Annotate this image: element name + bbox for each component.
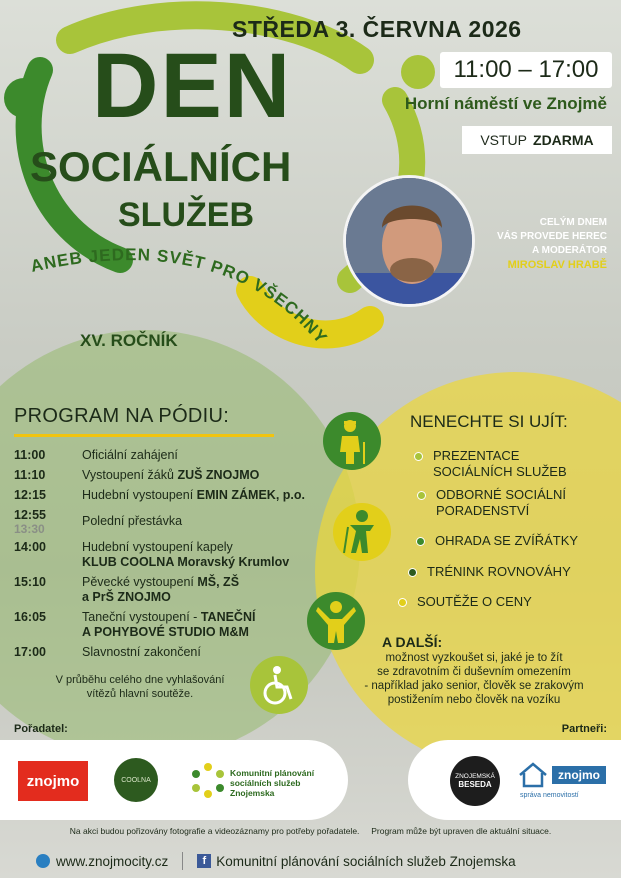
program-row: 11:10 Vystoupení žáků ZUŠ ZNOJMO (14, 468, 260, 482)
host-line3: A MODERÁTOR (532, 245, 607, 256)
blind-person-icon (333, 503, 391, 561)
entry-value: ZDARMA (533, 132, 594, 148)
program-list (14, 448, 344, 665)
footer-separator (182, 852, 183, 870)
more-title: A DALŠÍ: (382, 634, 443, 650)
program-row: 11:00 Oficiální zahájení (14, 448, 178, 462)
facebook-icon: f (197, 854, 211, 868)
more-text: možnost vyzkoušet si, jaké je to žít se zdravotním či duševním omezením - například jako senior, člověk se zrakovým postižením nebo člověk na vozíku (364, 652, 584, 706)
kps-logo-icon[interactable] (190, 762, 226, 798)
enjoy-title: NENECHTE SI UJÍT: (410, 412, 568, 431)
coolna-logo[interactable]: COOLNA (114, 758, 158, 802)
subtitle-arc (22, 232, 352, 392)
svg-text:ANEB JEDEN SVĚT PRO VŠECHNY (29, 245, 331, 348)
title-den: DEN (92, 35, 293, 137)
host-portrait (343, 175, 475, 307)
program-row: 16:05 Taneční vystoupení - TANEČNÍ A POHYBOVÉ STUDIO M&M (14, 610, 256, 639)
footer-web-link[interactable]: www.znojmocity.cz (56, 853, 169, 869)
disclaimer: Na akci budou pořizovány fotografie a videozáznamy pro potřeby pořadatele. Program může být upraven dle aktuální situace. (69, 826, 552, 836)
program-row: 14:00 Hudební vystoupení kapely KLUB COOLNA Moravský Krumlov (14, 540, 290, 569)
host-name: MIROSLAV HRABĚ (507, 259, 607, 271)
title-socialnich: SOCIÁLNÍCH (30, 143, 292, 190)
event-time: 11:00 – 17:00 (440, 52, 612, 88)
globe-icon (36, 854, 50, 868)
wheelchair-icon (250, 656, 308, 714)
entry-badge (462, 126, 612, 154)
program-underline (14, 434, 274, 437)
senior-icon (323, 412, 381, 470)
title-sluzeb: SLUŽEB (118, 196, 254, 234)
subtitle-text: ANEB JEDEN SVĚT PRO VŠECHNY (28, 245, 332, 348)
program-note: V průběhu celého dne vyhlašování vítězů hlavní soutěže. (55, 674, 225, 700)
sprava-logo-sub: správa nemovitostí (520, 792, 579, 799)
kps-logo-text: Komunitní plánování sociálních služeb Znojemska (230, 768, 315, 798)
organizer-label: Pořadatel: (14, 723, 68, 735)
bullet-dot (408, 568, 417, 577)
bullet-dot (417, 491, 426, 500)
program-row: 17:00 Slavnostní zakončení (14, 645, 201, 659)
beseda-logo[interactable]: ZNOJEMSKÁ BESEDA (450, 756, 500, 806)
program-row: 15:10 Pěvecké vystoupení MŠ, ZŠ a PrŠ ZNOJMO (14, 575, 240, 604)
host-info (497, 216, 607, 272)
host-line1: CELÝM DNEM (539, 217, 607, 228)
sprava-nemovitosti-logo[interactable] (518, 762, 606, 788)
person-arms-up-icon (307, 592, 365, 650)
event-date: STŘEDA 3. ČERVNA 2026 (232, 16, 522, 42)
program-title: PROGRAM NA PÓDIU: (14, 405, 230, 427)
footer-fb-link[interactable]: Komunitní plánování sociálních služeb Znojemska (216, 853, 516, 869)
bullet-dot (398, 598, 407, 607)
bullet-dot (416, 537, 425, 546)
sprava-logo-name: znojmo (552, 766, 606, 784)
enjoy-item: ODBORNÉ SOCIÁLNÍ PORADENSTVÍ (417, 487, 566, 519)
entry-label: VSTUP (480, 132, 528, 148)
event-place: Horní náměstí ve Znojmě (404, 94, 607, 113)
program-row: 12:55 13:30 Polední přestávka (14, 508, 183, 536)
enjoy-item: SOUTĚŽE O CENY (398, 594, 532, 610)
edition: XV. ROČNÍK (80, 331, 178, 350)
enjoy-item: TRÉNINK ROVNOVÁHY (408, 564, 571, 580)
enjoy-item: PREZENTACE SOCIÁLNÍCH SLUŽEB (414, 448, 567, 480)
host-line2: VÁS PROVEDE HEREC (496, 231, 607, 242)
footer (0, 844, 621, 878)
bullet-dot (414, 452, 423, 461)
program-row: 12:15 Hudební vystoupení EMIN ZÁMEK, p.o. (14, 488, 305, 502)
znojmo-logo[interactable]: znojmo (18, 761, 88, 801)
partners-label: Partneři: (561, 723, 607, 735)
enjoy-item: OHRADA SE ZVÍŘÁTKY (416, 533, 578, 549)
